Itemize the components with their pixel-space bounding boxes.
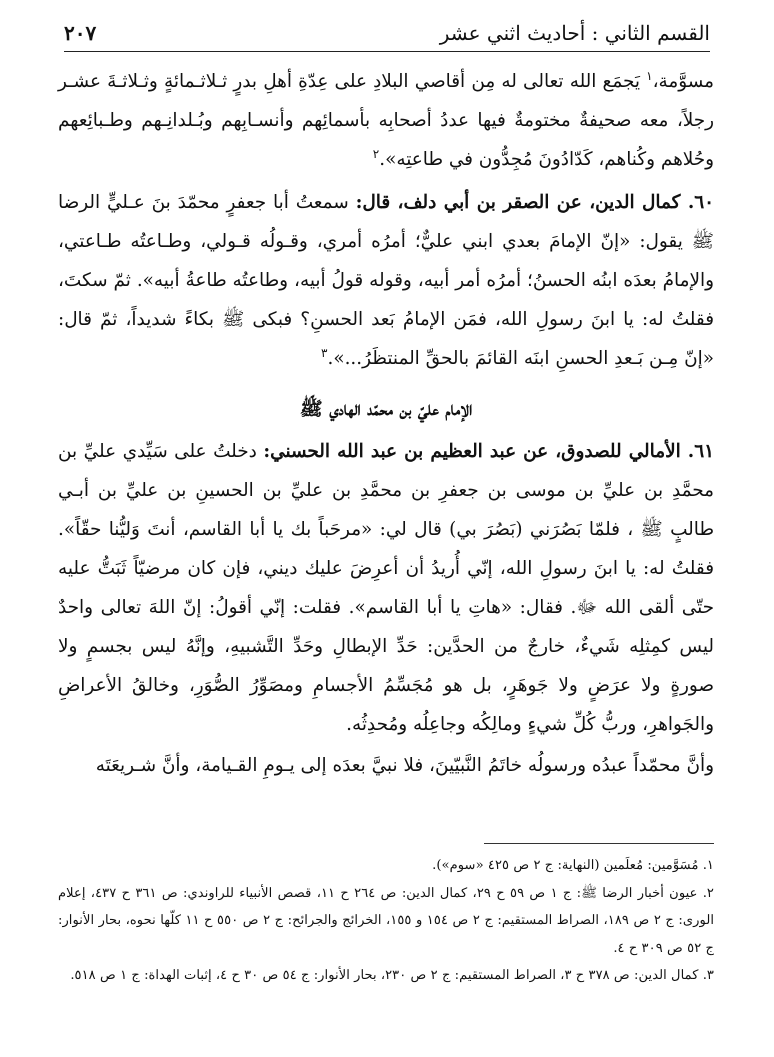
footnote-3: ٣. كمال الدين: ص ٣٧٨ ح ٣، الصراط المستقيم: ج ٢ ص ٢٣٠، بحار الأنوار: ج ٥٤ ص ٣٠ ح ٤، إثبات الهداة: ج ١ ص ٥١٨. (70, 968, 714, 983)
running-title: القسم الثاني : أحاديث اثني عشر (439, 21, 710, 45)
section-heading: الإمام عليّ بن محمّد الهادي ﷺ (299, 398, 473, 420)
hadith-61-text: دخلتُ على سَيِّدي عليِّ بن محمَّدِ بن عليِّ بن موسى بن جعفرِ بن محمَّدِ بن عليِّ بن الحسينِ بن عليِّ بن أبـي طالبٍ ﷺ ، فلمّا بَصُرَني (بَصُرَ بي) قال لي: «مرحَباً بك يا أبا القاسم، أنتَ وَليُّنا حقّاً». فقلتُ له: يا ابنَ رسولِ الله، إنّي أُريدُ أن أعرِضَ عليك ديني، فإن كان مرضيّاً ثَبَتُّ عليه حتّى ألقى الله ﷻ. فقال: «هاتِ يا أبا القاسم». فقلت: إنّي أقولُ: إنّ اللهَ تعالى واحدٌ ليس كمِثلِه شَيءٌ، خارجٌ من الحدَّين: حَدِّ الإبطالِ وحَدِّ التَّشبيهِ، وإنَّهُ ليس بجسمٍ ولا صورةٍ ولا عرَضٍ ولا جَوهَرٍ، بل هو مُجَسِّمُ الأجسامِ ومصَوِّرُ الصُّوَرِ، وخالقُ الأعراضِ والجَواهرِ، وربُّ كُلِّ شيءٍ ومالِكُه وجاعِلُه ومُحدِثُه. (58, 441, 714, 735)
footnote-separator (484, 843, 714, 844)
paragraph-continuation (58, 62, 714, 179)
footnote-ref[interactable]: ٣ (321, 345, 328, 360)
running-header (64, 18, 710, 52)
footnote-ref[interactable]: ٢ (372, 146, 380, 161)
hadith-60-source: ٦٠. كمال الدين، عن الصقر بن أبي دلف، قال: (355, 192, 714, 213)
hadith-61-continuation: وأنَّ محمّداً عبدُه ورسولُه خاتَمُ النَّبيّينَ، فلا نبيَّ بعدَه إلى يـومِ القـيامة، وأنَّ شـريعَتَه (95, 755, 714, 776)
hadith-61 (58, 432, 714, 744)
page-number: ٢٠٧ (64, 21, 97, 45)
paragraph-text: مسوَّمة،$^١$ يَجمَع الله تعالى له مِن أقاصي البلادِ على عِدّةِ أهلِ بدرٍ ثـلاثـمائةٍ وثـلاثـةَ عشـر رجلاً، معه صحيفةٌ مختومةٌ فيها عددُ أصحابِه بأسمائِهم وأنسـابِهم وبُـلدانِـهم وطـبائِعهم وحُلاهم وكُناهم، كَدّادُونَ مُجِدُّون في طاعتِه». (58, 68, 714, 170)
main-text (58, 62, 714, 785)
footnotes (58, 852, 714, 990)
hadith-61-source: ٦١. الأمالي للصدوق، عن عبد العظيم بن عبد الله الحسني: (263, 441, 714, 462)
footnote-1: ١. مُسَوَّمين: مُعلَمين (النهاية: ج ٢ ص ٤٢٥ «سوم»). (432, 858, 714, 873)
footnote-ref[interactable]: ١ (646, 68, 653, 83)
footnote-2: ٢. عيون أخبار الرضا ﷺ: ج ١ ص ٥٩ ح ٢٩، كمال الدين: ص ٢٦٤ ح ١١، قصص الأنبياء للراوندي: ص ٣٦١ ح ٤٣٧، إعلام الورى: ج ٢ ص ١٨٩، الصراط المستقيم: ج ٢ ص ١٥٤ و ١٥٥، الخرائج والجرائح: ج ٢ ص ٥٥٠ ح ١١ كلّها نحوه، بحار الأنوار: ج ٥٢ ص ٣٠٩ ح ٤. (58, 885, 715, 956)
hadith-60 (58, 183, 714, 378)
hadith-60-text: سمعتُ أبا جعفرٍ محمّدَ بنَ عـليٍّ الرضا ﷺ يقول: «إنّ الإمامَ بعدي ابني عليٌّ؛ أمرُه أمري، وقـولُه قـولي، وطـاعتُه طـاعتي، والإمامُ بعدَه ابنُه الحسنُ؛ أمرُه أمر أبيه، وقوله قولُ أبيه، وطاعتُه طاعةُ أبيه». ثمّ سكتَ، فقلتُ له: يا ابنَ رسولِ الله، فمَن الإمامُ بَعد الحسنِ؟ فبكى ﷺ بكاءً شديداً، ثمّ قال: «إنّ مِـن بَـعدِ الحسنِ ابنَه القائمَ بالحقِّ المنتظَرُ...». (58, 192, 714, 369)
